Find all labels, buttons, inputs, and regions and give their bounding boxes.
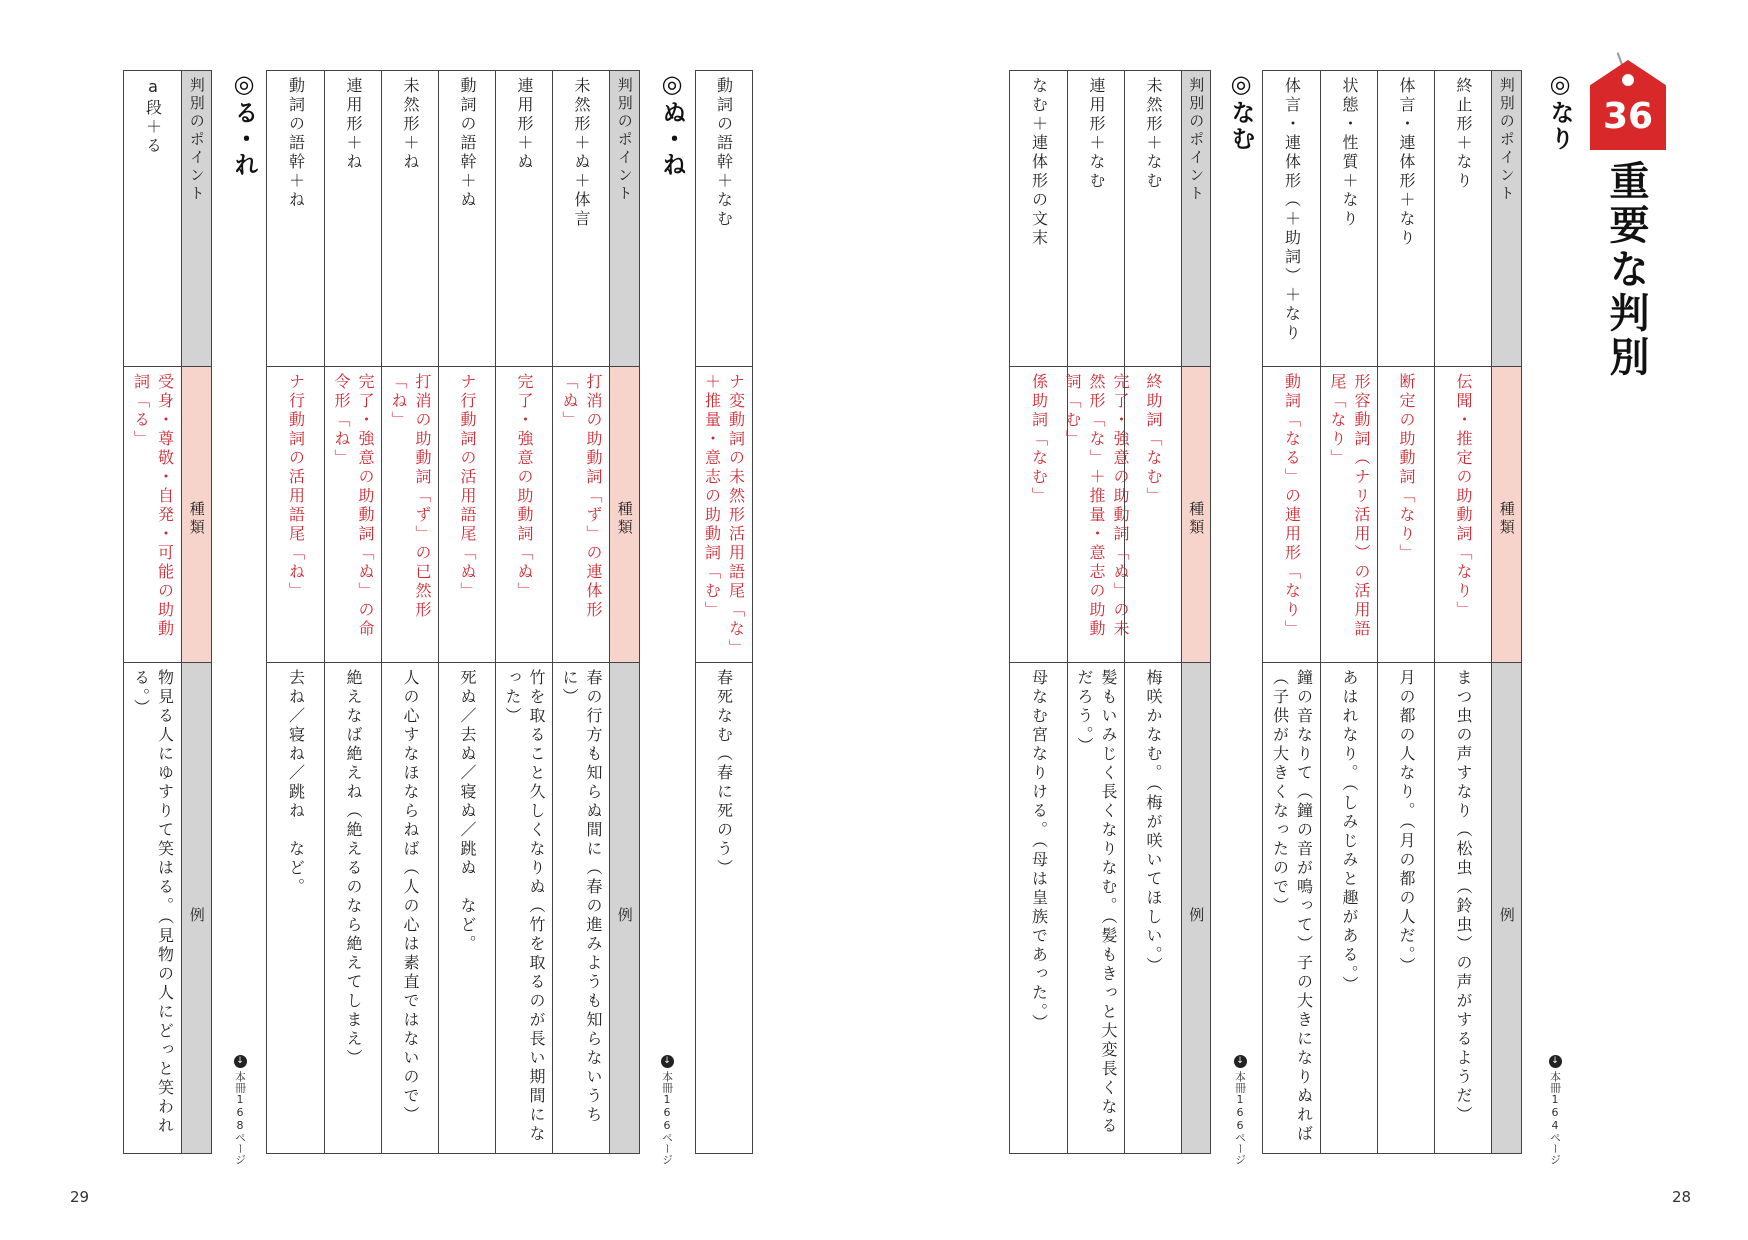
row-kind: ナ変動詞の未然形活用語尾「な」＋推量・意志の助動詞「む」 <box>702 373 746 650</box>
table-row <box>695 71 752 1153</box>
table-row <box>381 71 438 1153</box>
row-example: 絶えなば絶えね（絶えるのなら絶えてしまえ） <box>344 669 363 1068</box>
table-rure <box>123 70 212 1154</box>
arrow-down-icon: ↓ <box>234 1055 247 1068</box>
page-ref-rure: ↓ 本冊168ページ <box>233 1056 247 1165</box>
table-row <box>1063 71 1130 1153</box>
row-example: 春の行方も知らぬ間に（春の進みようも知らないうちに） <box>560 669 603 1125</box>
row-kind: 終助詞「なむ」 <box>1144 373 1163 506</box>
row-point: a段＋る <box>143 77 163 156</box>
header-example: 例 <box>187 907 206 925</box>
row-example: 母なむ宮なりける。（母は皇族であった。） <box>1029 669 1049 1033</box>
table-row <box>1320 71 1377 1153</box>
table-row <box>324 71 381 1153</box>
header-point: 判別のポイント <box>1187 77 1206 203</box>
chapter-badge <box>1590 60 1666 150</box>
row-example: 月の都の人なり。（月の都の人だ。） <box>1397 669 1416 976</box>
row-point: 連用形＋ね <box>344 77 363 172</box>
row-point: 動詞の語幹＋ぬ <box>458 77 477 210</box>
row-example: 髪もいみじく長くなりなむ。（髪もきっと大変長くなるだろう。） <box>1075 669 1118 1136</box>
row-kind: ナ行動詞の活用語尾「ぬ」 <box>458 373 477 601</box>
row-point: 未然形＋なむ <box>1144 77 1163 191</box>
row-point: 体言・連体形＋なり <box>1397 77 1416 248</box>
header-kind: 種類 <box>1497 501 1516 537</box>
section-title-nari: ◎なり <box>1546 70 1574 152</box>
arrow-down-icon: ↓ <box>661 1055 674 1068</box>
row-point: 動詞の語幹＋ね <box>286 77 306 210</box>
table-row <box>1434 71 1491 1153</box>
row-kind: 係助詞「なむ」 <box>1029 373 1049 506</box>
table-row <box>1263 71 1320 1153</box>
table-row <box>438 71 495 1153</box>
row-point: 未然形＋ぬ＋体言 <box>572 77 591 229</box>
chapter-title: 重要な判別 <box>1603 160 1649 380</box>
table-row <box>1124 71 1181 1153</box>
row-kind: 打消の助動詞「ず」の連体形「ぬ」 <box>560 373 603 620</box>
header-example: 例 <box>1497 907 1516 925</box>
table-row <box>552 71 609 1153</box>
row-example: まつ虫の声すなり（松虫（鈴虫）の声がするようだ） <box>1454 669 1473 1125</box>
section-title-namu: ◎なむ <box>1227 70 1255 152</box>
page-number-right: 28 <box>1672 1188 1692 1206</box>
row-example: 死ぬ／去ぬ／寝ぬ／跳ぬ など。 <box>458 669 477 954</box>
table-header <box>609 71 639 1153</box>
page-ref-nune: ↓ 本冊166ページ <box>660 1056 674 1165</box>
row-example: あはれなり。（しみじみと趣がある。） <box>1340 669 1359 995</box>
row-kind: 形容動詞（ナリ活用）の活用語尾「なり」 <box>1328 373 1371 639</box>
header-kind: 種類 <box>187 501 206 537</box>
row-kind: 受身・尊敬・自発・可能の助動詞「る」 <box>131 373 175 639</box>
row-kind: ナ行動詞の活用語尾「ね」 <box>286 373 306 601</box>
row-example: 竹を取ること久しくなりぬ（竹を取るのが長い期間になった） <box>503 669 546 1144</box>
row-example: 梅咲かなむ。（梅が咲いてほしい。） <box>1144 669 1163 976</box>
row-example: 人の心すなほならねば（人の心は素直ではないので） <box>401 669 420 1125</box>
header-point: 判別のポイント <box>615 77 634 203</box>
row-kind: 伝聞・推定の助動詞「なり」 <box>1454 373 1473 620</box>
page-ref-namu: ↓ 本冊166ページ <box>1233 1056 1247 1165</box>
table-header <box>1181 71 1210 1153</box>
row-example: 去ね／寝ね／跳ね など。 <box>286 669 306 897</box>
row-kind: 打消の助動詞「ず」の已然形「ね」 <box>389 373 432 620</box>
table-header <box>1491 71 1521 1153</box>
row-kind: 断定の助動詞「なり」 <box>1397 373 1416 563</box>
table-row <box>495 71 552 1153</box>
row-kind: 完了・強意の助動詞「ぬ」の命令形「ね」 <box>332 373 375 639</box>
header-kind: 種類 <box>615 501 634 537</box>
badge-hole <box>1622 74 1634 86</box>
row-kind: 完了・強意の助動詞「ぬ」 <box>515 373 534 601</box>
row-kind: 動詞「なる」の連用形「なり」 <box>1282 373 1302 639</box>
row-point: 連用形＋なむ <box>1087 77 1106 191</box>
row-point: 終止形＋なり <box>1454 77 1473 191</box>
table-header <box>181 71 211 1153</box>
row-point: 体言・連体形（＋助詞）＋なり <box>1282 77 1302 343</box>
row-point: 連用形＋ぬ <box>515 77 534 172</box>
row-example: 鐘の音なりて（鐘の音が鳴って）子の大きになりぬれば（子供が大きくなったので） <box>1270 669 1314 1144</box>
table-namu <box>1009 70 1211 1154</box>
row-point: 動詞の語幹＋なむ <box>714 77 734 229</box>
table-row <box>1377 71 1434 1153</box>
page-number-left: 29 <box>70 1188 90 1206</box>
row-example: 物見る人にゆすりて笑はる。（見物の人にどっと笑われる。） <box>131 669 175 1136</box>
table-nari <box>1262 70 1522 1154</box>
table-namu-continued <box>695 70 753 1154</box>
header-example: 例 <box>1187 907 1206 925</box>
row-point: 状態・性質＋なり <box>1340 77 1359 229</box>
section-title-nune: ◎ぬ・ね <box>658 70 686 178</box>
arrow-down-icon: ↓ <box>1234 1055 1247 1068</box>
header-point: 判別のポイント <box>1497 77 1516 203</box>
header-kind: 種類 <box>1187 501 1206 537</box>
chapter-number: 36 <box>1602 96 1654 137</box>
arrow-down-icon: ↓ <box>1549 1055 1562 1068</box>
table-row <box>267 71 324 1153</box>
table-nune <box>266 70 640 1154</box>
row-point: 未然形＋ね <box>401 77 420 172</box>
row-point: なむ＋連体形の文末 <box>1029 77 1049 248</box>
table-row <box>124 71 181 1153</box>
table-row <box>1010 71 1067 1153</box>
page-ref-nari: ↓ 本冊164ページ <box>1548 1056 1562 1165</box>
header-point: 判別のポイント <box>187 77 206 203</box>
row-kind: 完了・強意の助動詞「ぬ」の未然形「な」＋推量・意志の助動詞「む」 <box>1063 373 1130 639</box>
section-title-rure: ◎る・れ <box>230 70 258 178</box>
header-example: 例 <box>615 907 634 925</box>
row-example: 春死なむ（春に死のう） <box>714 669 734 878</box>
